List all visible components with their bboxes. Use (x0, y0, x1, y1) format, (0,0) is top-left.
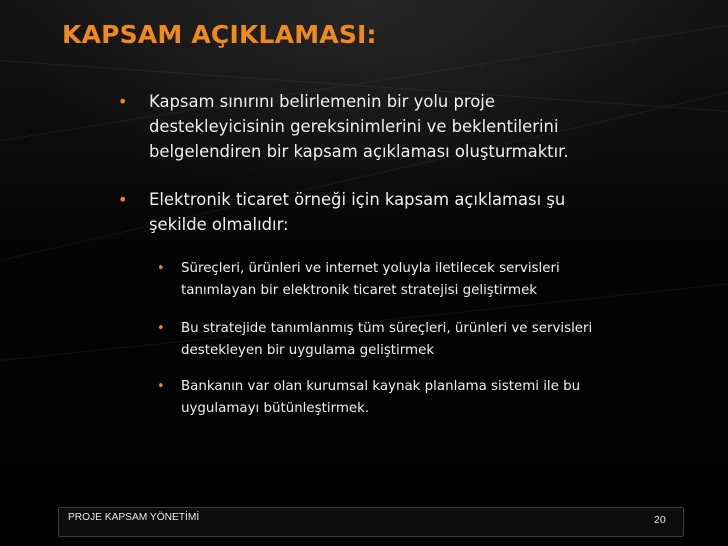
sub-bullet-line: Süreçleri, ürünleri ve internet yoluyla iletilecek servisleri (181, 261, 560, 276)
sub-bullet-line: Bu stratejide tanımlanmış tüm süreçleri, ürünleri ve servisleri (181, 321, 593, 336)
sub-bullet-item (157, 376, 701, 420)
bullet-line: şekilde olmalıdır: (149, 215, 289, 234)
bullet-line: Kapsam sınırını belirlemenin bir yolu proje (149, 92, 495, 111)
bullet-line: Elektronik ticaret örneği için kapsam açıklaması şu (149, 190, 566, 209)
sub-bullet-dot-icon: • (157, 321, 165, 336)
bullet-item (118, 89, 694, 164)
sub-bullet-item (157, 258, 701, 302)
sub-bullet-item (157, 318, 701, 362)
bullet-dot-icon: • (118, 92, 128, 111)
slide-title: KAPSAM AÇIKLAMASI: (62, 20, 377, 49)
sub-bullet-dot-icon: • (157, 379, 165, 394)
bullet-dot-icon: • (118, 190, 128, 209)
bullet-item (118, 187, 694, 237)
page-number: 20 (654, 514, 666, 526)
sub-bullet-line: tanımlayan bir elektronik ticaret stratejisi geliştirmek (181, 283, 538, 298)
bullet-line: belgelendiren bir kapsam açıklaması oluşturmaktır. (149, 142, 569, 161)
bullet-line: destekleyicisinin gereksinimlerini ve beklentilerini (149, 117, 559, 136)
sub-bullet-dot-icon: • (157, 261, 165, 276)
sub-bullet-line: destekleyen bir uygulama geliştirmek (181, 343, 435, 358)
sub-bullet-line: uygulamayı bütünleştirmek. (181, 401, 370, 416)
footer-title: PROJE KAPSAM YÖNETİMİ (68, 512, 200, 523)
sub-bullet-line: Bankanın var olan kurumsal kaynak planlama sistemi ile bu (181, 379, 581, 394)
